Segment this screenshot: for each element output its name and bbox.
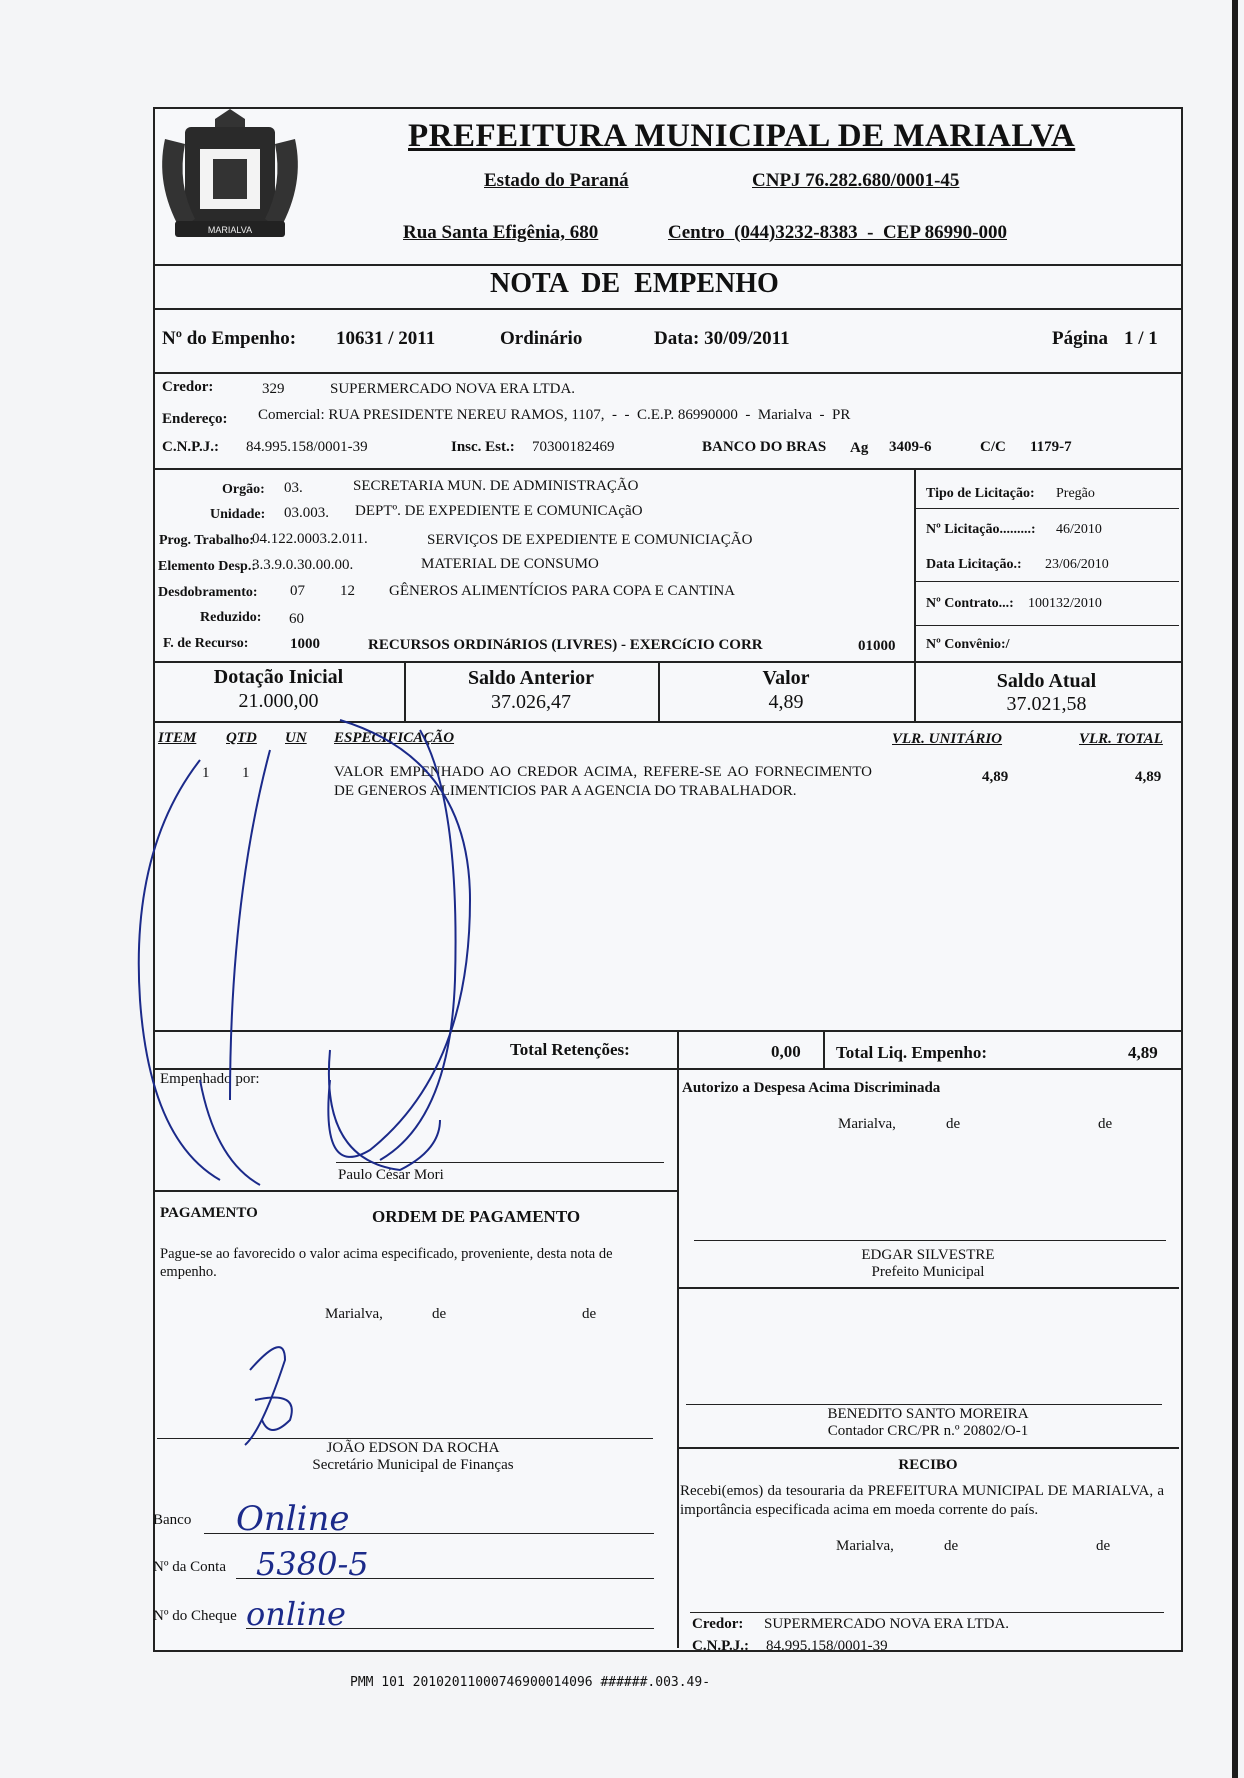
desdobramento-desc: GÊNEROS ALIMENTÍCIOS PARA COPA E CANTINA [389, 583, 736, 599]
recibo-place: Marialva, [836, 1538, 894, 1554]
contador-role: Contador CRC/PR n.º 20802/O-1 [827, 1423, 1029, 1439]
recibo-title: RECIBO [898, 1457, 958, 1473]
secretario-role: Secretário Municipal de Finanças [312, 1457, 514, 1473]
cnpj-header: CNPJ 76.282.680/0001-45 [752, 170, 960, 191]
retencoes-label: Total Retenções: [510, 1040, 630, 1059]
conta-label: Nº da Conta [153, 1559, 226, 1575]
page-number: 1 / 1 [1124, 328, 1158, 349]
contrato-label: Nº Contrato...: [926, 596, 1014, 611]
pagamento-de2: de [582, 1306, 597, 1322]
unidade-desc: DEPTº. DE EXPEDIENTE E COMUNICAçãO [355, 503, 643, 519]
unidade-code: 03.003. [284, 505, 329, 521]
recurso-desc: RECURSOS ORDINáRIOS (LIVRES) - EXERCíCIO CORR [368, 637, 763, 653]
orgao-label: Orgão: [222, 482, 265, 497]
empenhado-label: Empenhado por: [160, 1071, 260, 1087]
credor-cnpj: 84.995.158/0001-39 [246, 439, 368, 455]
agency-label: Ag [850, 440, 869, 456]
recibo-de2: de [1096, 1538, 1111, 1554]
licitacao-number-value: 46/2010 [1056, 522, 1102, 537]
contact-header: Centro (044)3232-8383 - CEP 86990-000 [668, 222, 1007, 243]
autorizo-de2: de [1098, 1116, 1113, 1132]
empenho-type: Ordinário [500, 328, 583, 349]
banco-handwritten: Online [236, 1499, 350, 1539]
footer-code: PMM 101 20102011000746900014096 ######.003.49- [350, 1675, 711, 1690]
conta-handwritten: 5380-5 [256, 1545, 369, 1583]
document-title: NOTA DE EMPENHO [490, 268, 779, 299]
credor-label: Credor: [162, 379, 214, 395]
insc-label: Insc. Est.: [451, 439, 515, 455]
recurso-label: F. de Recurso: [163, 636, 249, 651]
contador-name: BENEDITO SANTO MOREIRA [827, 1406, 1029, 1422]
licitacao-type-label: Tipo de Licitação: [926, 486, 1035, 501]
prefeito-role: Prefeito Municipal [871, 1264, 985, 1280]
insc-value: 70300182469 [532, 439, 615, 455]
address-header: Rua Santa Efigênia, 680 [403, 222, 599, 243]
elemento-desc: MATERIAL DE CONSUMO [421, 556, 599, 572]
bank-name: BANCO DO BRAS [702, 439, 827, 455]
recibo-credor-value: SUPERMERCADO NOVA ERA LTDA. [764, 1616, 1010, 1632]
secretario-name: JOÃO EDSON DA ROCHA [326, 1440, 500, 1456]
unidade-label: Unidade: [210, 507, 266, 522]
saldo-anterior-label: Saldo Anterior [467, 667, 595, 689]
page-title: PREFEITURA MUNICIPAL DE MARIALVA [408, 118, 1076, 154]
prog-desc: SERVIÇOS DE EXPEDIENTE E COMUNICIAÇÃO [427, 532, 753, 548]
municipal-seal-icon [155, 109, 305, 259]
licitacao-date-value: 23/06/2010 [1045, 557, 1109, 572]
credor-code: 329 [262, 381, 285, 397]
autorizo-title: Autorizo a Despesa Acima Discriminada [682, 1080, 941, 1096]
recibo-cnpj-value: 84.995.158/0001-39 [766, 1638, 888, 1654]
valor-label: Valor [762, 667, 810, 689]
account-label: C/C [980, 439, 1006, 455]
prefeito-name: EDGAR SILVESTRE [861, 1247, 995, 1263]
recurso-code: 1000 [290, 636, 320, 652]
cheque-label: Nº do Cheque [153, 1608, 237, 1624]
item-unit-value: 4,89 [982, 769, 1009, 785]
empenho-number: 10631 / 2011 [336, 328, 436, 349]
cnpj-label: C.N.P.J.: [162, 439, 219, 455]
autorizo-de1: de [946, 1116, 961, 1132]
credor-address: Comercial: RUA PRESIDENTE NEREU RAMOS, 1107, - - C.E.P. 86990000 - Marialva - PR [258, 407, 851, 423]
item-total-value: 4,89 [1135, 769, 1162, 785]
convenio-label: Nº Convênio:/ [926, 637, 1010, 652]
orgao-desc: SECRETARIA MUN. DE ADMINISTRAÇÃO [353, 478, 639, 494]
reduzido-label: Reduzido: [200, 610, 262, 625]
desdobramento-a: 07 [290, 583, 305, 599]
agency-value: 3409-6 [889, 439, 932, 455]
account-value: 1179-7 [1030, 439, 1072, 455]
pagamento-label: PAGAMENTO [160, 1205, 258, 1221]
licitacao-number-label: Nº Licitação.........: [926, 522, 1036, 537]
saldo-atual-value: 37.021,58 [1006, 693, 1087, 715]
col-un: UN [285, 730, 307, 746]
pagamento-text: Pague-se ao favorecido o valor acima especificado, proveniente, desta nota de empenho. [160, 1246, 613, 1280]
recurso-extra: 01000 [858, 638, 896, 654]
empenho-label: Nº do Empenho: [162, 328, 297, 349]
prog-label: Prog. Trabalho: [159, 533, 254, 548]
seal-text: MARIALVA [207, 225, 253, 235]
pagamento-de1: de [432, 1306, 447, 1322]
recibo-text: Recebi(emos) da tesouraria da PREFEITURA MUNICIPAL DE MARIALVA, a importância especificada acima em moeda corrente do país. [680, 1483, 1164, 1518]
autorizo-place: Marialva, [838, 1116, 896, 1132]
elemento-label: Elemento Desp.: [158, 559, 256, 574]
cheque-handwritten: online [246, 1595, 346, 1633]
desdobramento-label: Desdobramento: [158, 585, 258, 600]
item-number: 1 [202, 765, 210, 781]
col-total: VLR. TOTAL [1079, 731, 1163, 747]
liquido-value: 4,89 [1128, 1043, 1158, 1062]
saldo-anterior-value: 37.026,47 [491, 691, 571, 713]
elemento-code: 3.3.9.0.30.00.00. [252, 557, 354, 573]
col-spec: ESPECIFICAÇÃO [334, 730, 455, 746]
item-qty: 1 [242, 765, 250, 781]
col-unit: VLR. UNITÁRIO [892, 731, 1003, 747]
retencoes-value: 0,00 [771, 1042, 801, 1061]
desdobramento-b: 12 [340, 583, 355, 599]
col-item: ITEM [158, 730, 197, 746]
valor-value: 4,89 [768, 691, 804, 713]
empenhado-name: Paulo César Mori [338, 1167, 444, 1183]
recibo-cnpj-label: C.N.P.J.: [692, 1638, 749, 1654]
licitacao-date-label: Data Licitação.: [926, 557, 1022, 572]
liquido-label: Total Liq. Empenho: [836, 1043, 987, 1062]
reduzido-value: 60 [289, 611, 304, 627]
state-label: Estado do Paraná [484, 170, 629, 191]
credor-name: SUPERMERCADO NOVA ERA LTDA. [330, 381, 576, 397]
address-label: Endereço: [162, 411, 228, 427]
page-label: Página [1052, 328, 1108, 349]
item-description: VALOR EMPENHADO AO CREDOR ACIMA, REFERE-SE AO FORNECIMENTO DE GENEROS ALIMENTICIOS PAR A AGENCIA DO TRABALHADOR. [334, 764, 872, 799]
dotacao-value: 21.000,00 [238, 690, 319, 712]
saldo-atual-label: Saldo Atual [996, 670, 1097, 692]
recibo-de1: de [944, 1538, 959, 1554]
ordem-pagamento-title: ORDEM DE PAGAMENTO [372, 1207, 581, 1226]
banco-label: Banco [153, 1512, 192, 1528]
scan-edge [1232, 0, 1238, 1778]
empenho-date: Data: 30/09/2011 [654, 328, 790, 349]
col-qtd: QTD [226, 730, 257, 746]
recibo-credor-label: Credor: [692, 1616, 744, 1632]
licitacao-type-value: Pregão [1056, 486, 1095, 501]
prog-code: 04.122.0003.2.011. [252, 531, 368, 547]
contrato-value: 100132/2010 [1028, 596, 1102, 611]
orgao-code: 03. [284, 480, 303, 496]
dotacao-label: Dotação Inicial [213, 666, 344, 688]
pagamento-place: Marialva, [325, 1306, 383, 1322]
